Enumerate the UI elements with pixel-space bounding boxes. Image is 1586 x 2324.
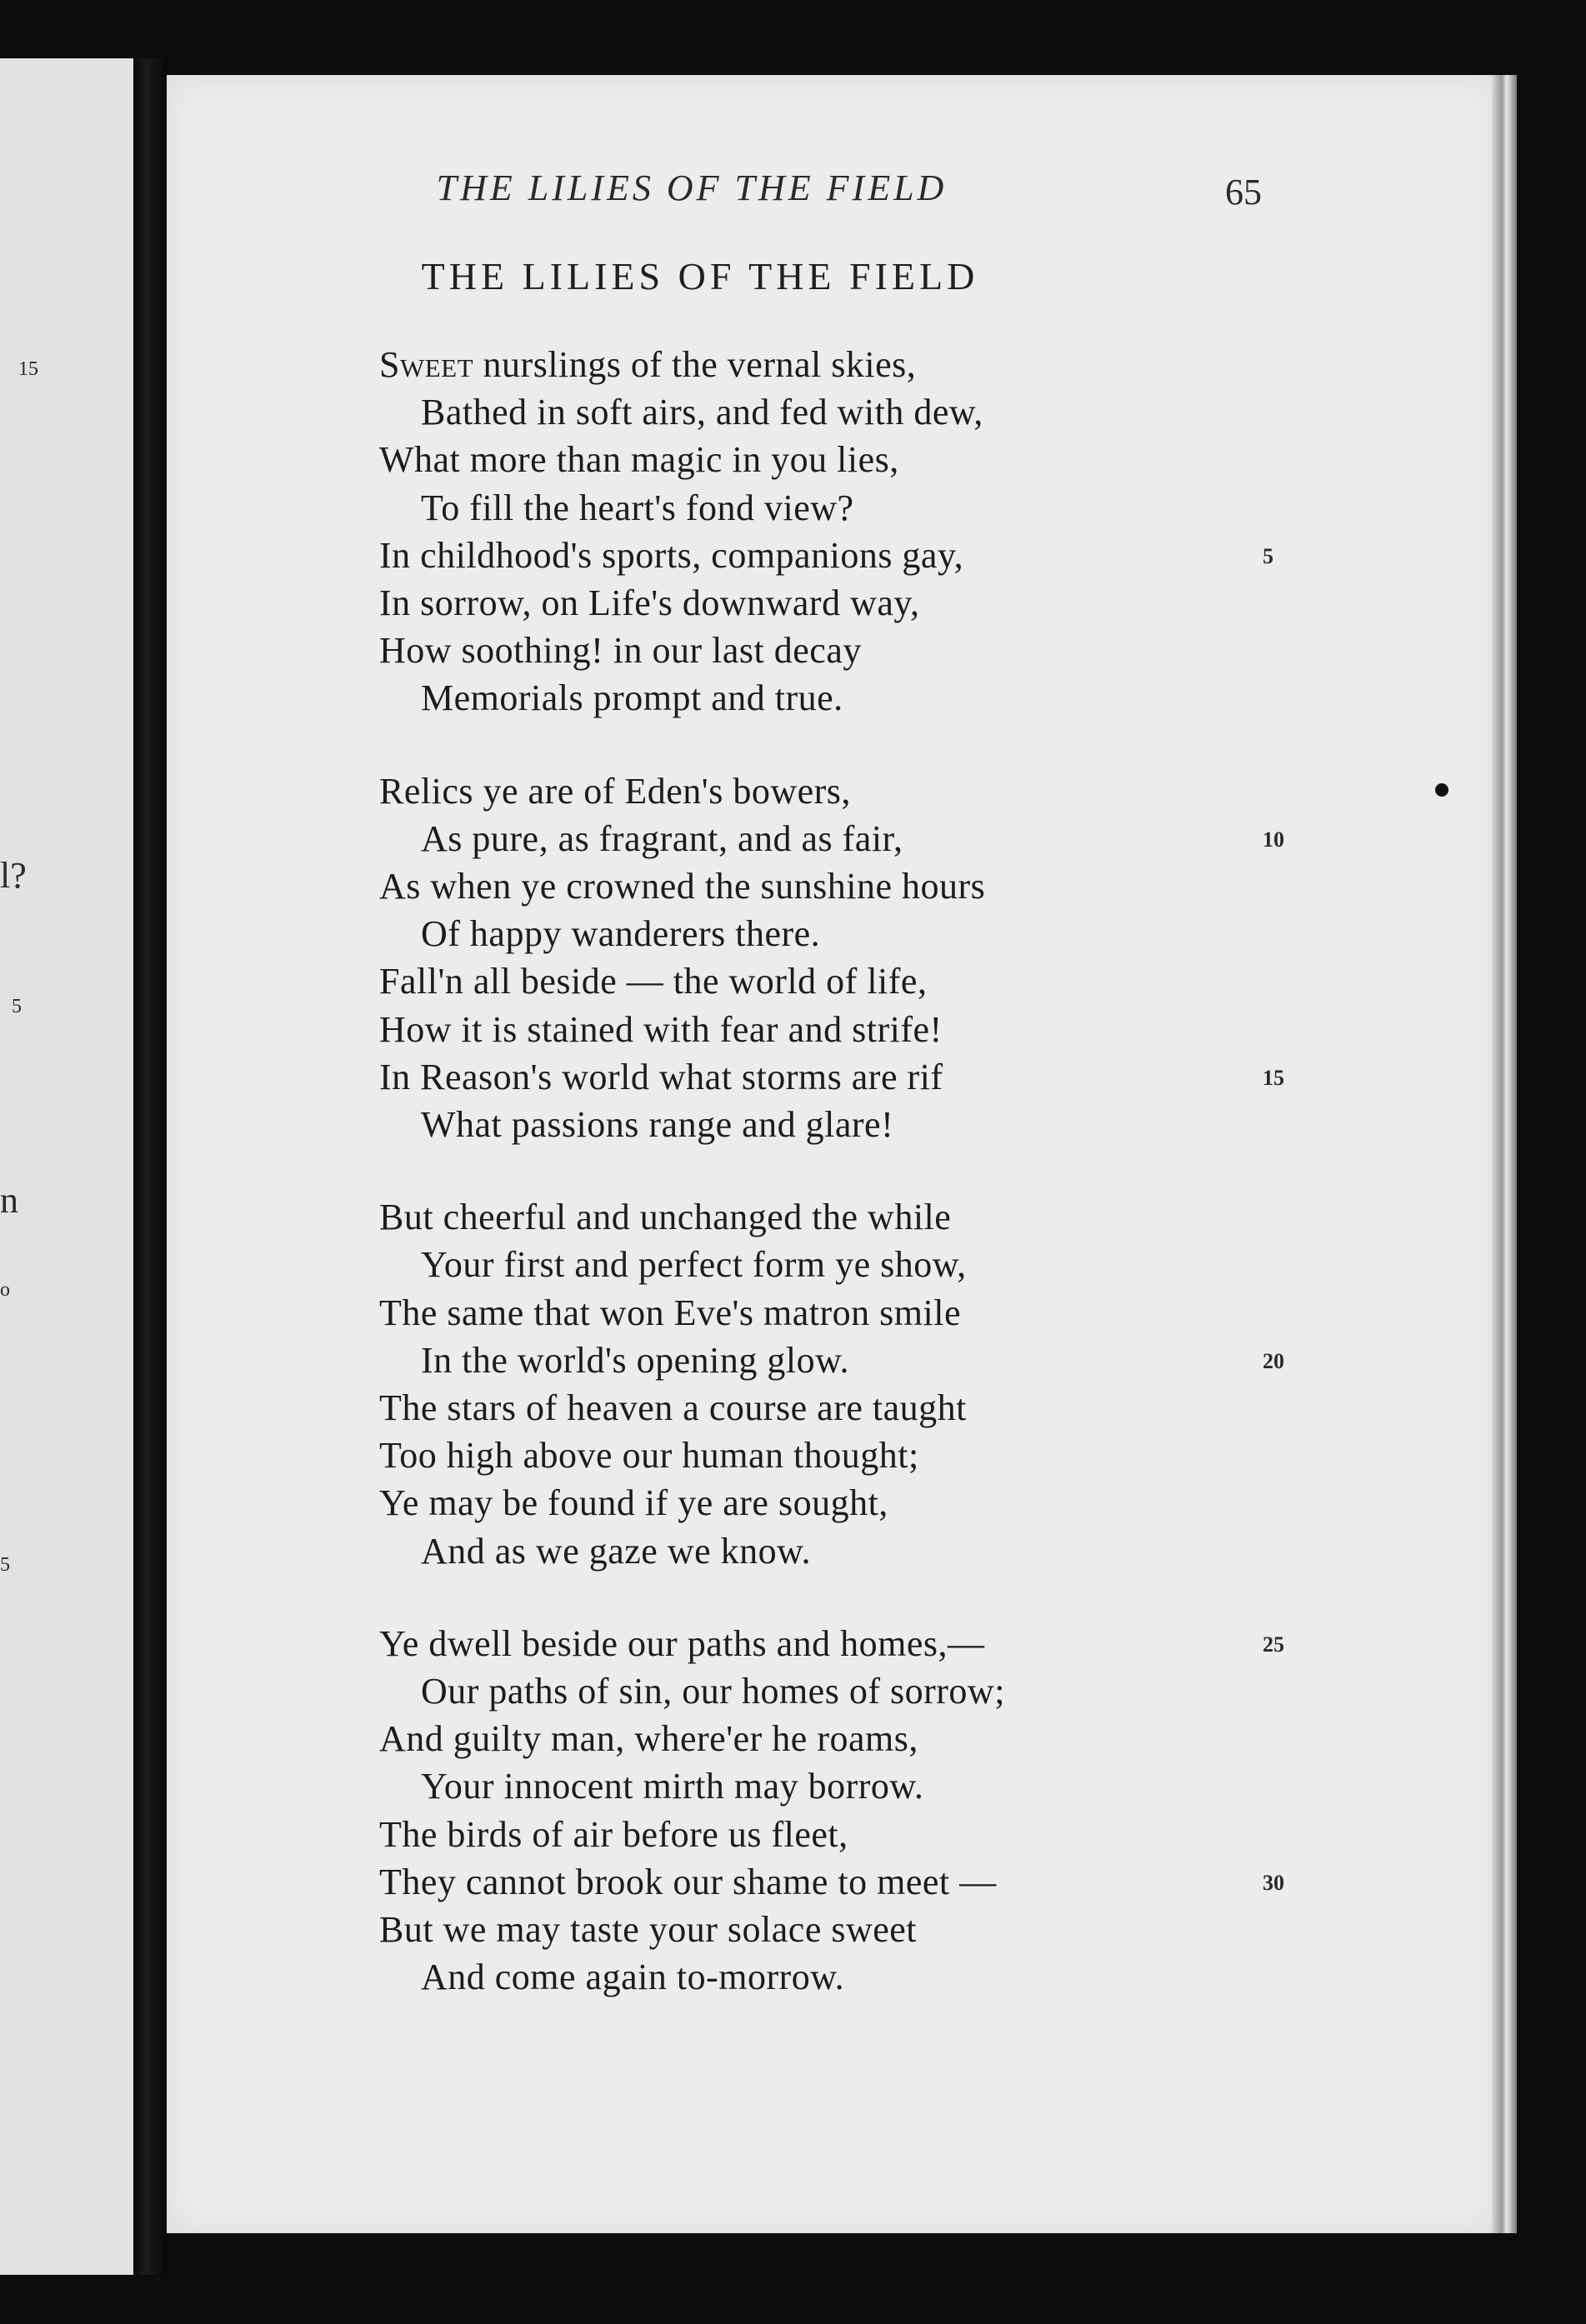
poem-line: Your first and perfect form ye show, [421, 1244, 967, 1285]
poem-line: How it is stained with fear and strife! [379, 1009, 943, 1050]
running-header: THE LILIES OF THE FIELD [436, 167, 948, 208]
poem-line [379, 342, 916, 388]
poem-line: As when ye crowned the sunshine hours [379, 866, 986, 907]
poem-line: In the world's opening glow. [421, 1340, 850, 1381]
line-number: 25 [1263, 1632, 1284, 1657]
poem-line: Ye may be found if ye are sought, [379, 1482, 888, 1523]
poem-line: Your innocent mirth may borrow. [421, 1766, 924, 1807]
facing-page [0, 58, 133, 2275]
poem-line: To fill the heart's fond view? [421, 487, 854, 528]
poem-line: In childhood's sports, companions gay, [379, 535, 964, 576]
line-number: 5 [1263, 544, 1273, 568]
poem-line: In sorrow, on Life's downward way, [379, 582, 920, 623]
poem-title: THE LILIES OF THE FIELD [421, 255, 979, 297]
line-number: 10 [1263, 827, 1284, 852]
first-word-smallcaps: Sweet [379, 344, 474, 385]
facing-page-fragment: 5 [0, 1554, 10, 1576]
poem-line: Fall'n all beside — the world of life, [379, 961, 928, 1002]
poem-line: As pure, as fragrant, and as fair, [421, 818, 903, 859]
poem-line-text: nurslings of the vernal skies, [473, 344, 917, 385]
poem-line: Relics ye are of Eden's bowers, [379, 771, 851, 812]
poem-line: The same that won Eve's matron smile [379, 1292, 961, 1333]
page-edge [1492, 75, 1517, 2233]
page-number: 65 [1225, 172, 1262, 212]
poem-line: But we may taste your solace sweet [379, 1909, 918, 1950]
poem-line: Ye dwell beside our paths and homes,— [379, 1623, 985, 1664]
facing-page-fragment: 5 [12, 996, 22, 1017]
poem-line: And guilty man, where'er he roams, [379, 1718, 918, 1759]
facing-page-fragment: n [0, 1180, 18, 1221]
poem-line: But cheerful and unchanged the while [379, 1197, 952, 1237]
facing-page-fragment: o [0, 1279, 10, 1301]
line-number: 20 [1263, 1349, 1284, 1373]
poem-line: They cannot brook our shame to meet — [379, 1862, 997, 1902]
poem-line: The stars of heaven a course are taught [379, 1387, 967, 1428]
poem-line: What more than magic in you lies, [379, 439, 899, 480]
poem-line: Bathed in soft airs, and fed with dew, [421, 392, 983, 432]
poem-line: Of happy wanderers there. [421, 913, 821, 954]
facing-page-fragment: l? [0, 855, 27, 896]
poem-line: Memorials prompt and true. [421, 677, 843, 718]
poem-line: What passions range and glare! [421, 1104, 894, 1145]
poem-line: And come again to-morrow. [421, 1957, 845, 1997]
line-number: 15 [1263, 1066, 1284, 1090]
book-gutter [133, 58, 167, 2275]
poem-line: And as we gaze we know. [421, 1531, 812, 1572]
line-number: 30 [1263, 1871, 1284, 1895]
poem-line: Our paths of sin, our homes of sorrow; [421, 1671, 1005, 1712]
poem-line: The birds of air before us fleet, [379, 1814, 848, 1855]
facing-page-fragment: 15 [18, 358, 38, 380]
poem-line: How soothing! in our last decay [379, 630, 862, 671]
ink-blot [1435, 783, 1448, 797]
poem-line: Too high above our human thought; [379, 1435, 919, 1476]
poem-line: In Reason's world what storms are rif [379, 1057, 943, 1097]
